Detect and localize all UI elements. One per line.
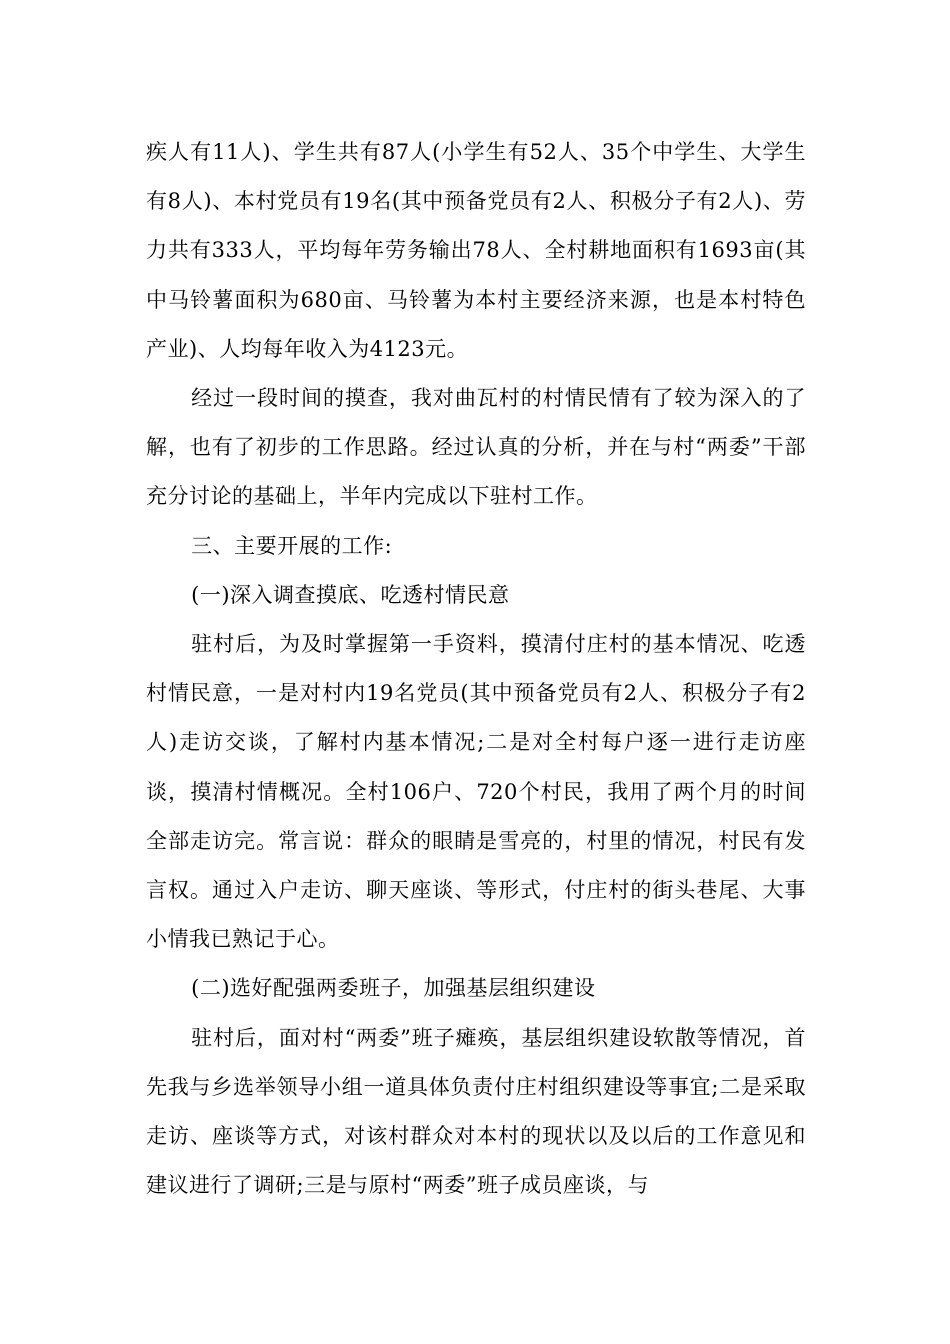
subheading-investigation: (一)深入调查摸底、吃透村情民意 xyxy=(191,582,510,607)
paragraph-survey-summary: 经过一段时间的摸查，我对曲瓦村的村情民情有了较为深入的了解，也有了初步的工作思路。经过认真的分析，并在与村“两委”干部充分讨论的基础上，半年内完成以下驻村工作。 xyxy=(146,386,806,509)
section-heading-main-work: 三、主要开展的工作: xyxy=(191,533,393,558)
paragraph-organization: 驻村后，面对村“两委”班子瘫痪，基层组织建设软散等情况，首先我与乡选举领导小组一道具体负责付庄村组织建设等事宜;二是采取走访、座谈等方式，对该村群众对本村的现状以及以后的工作意见和建议进行了调研;三是与原村“两委”班子成员座谈，与 xyxy=(146,1025,806,1198)
subheading-organization: (二)选好配强两委班子，加强基层组织建设 xyxy=(191,976,596,1001)
paragraph-statistics: 疾人有11人)、学生共有87人(小学生有52人、35个中学生、大学生有8人)、本村党员有19名(其中预备党员有2人、积极分子有2人)、劳力共有333人，平均每年劳务输出78人、全村耕地面积有1693亩(其中马铃薯面积为680亩、马铃薯为本村主要经济来源，也是本村特色产业)、人均每年收入为4123元。 xyxy=(146,140,806,361)
document-body xyxy=(146,128,806,1210)
paragraph-investigation: 驻村后，为及时掌握第一手资料，摸清付庄村的基本情况、吃透村情民意，一是对村内19名党员(其中预备党员有2人、积极分子有2人)走访交谈，了解村内基本情况;二是对全村每户逐一进行走访座谈，摸清村情概况。全村106户、720个村民，我用了两个月的时间全部走访完。常言说：群众的眼睛是雪亮的，村里的情况，村民有发言权。通过入户走访、聊天座谈、等形式，付庄村的街头巷尾、大事小情我已熟记于心。 xyxy=(146,632,806,952)
